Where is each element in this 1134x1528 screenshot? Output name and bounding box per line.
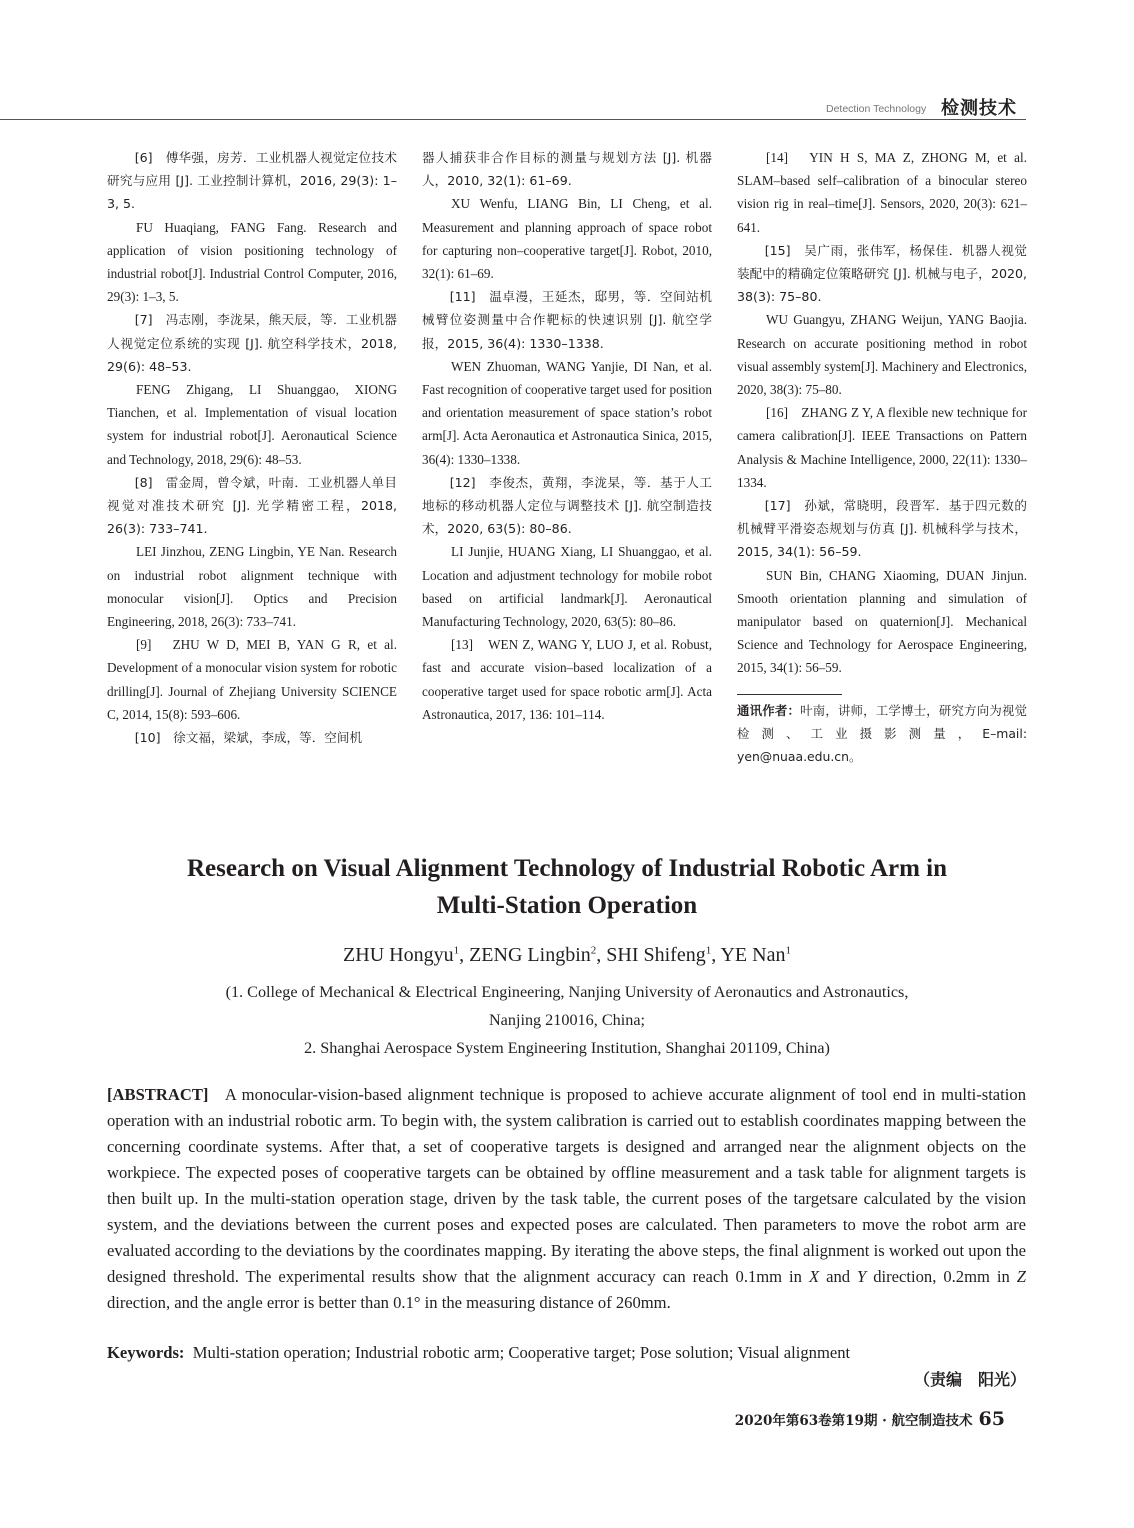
reference-entry: FU Huaqiang, FANG Fang. Research and application of vision positioning technology of industrial robot[J]. Industrial Control Computer, 2016, 29(3): 1–3, 5. [107, 219, 397, 305]
reference-entry: XU Wenfu, LIANG Bin, LI Cheng, et al. Measurement and planning approach of space robot for capturing non–cooperative target[J]. Robot, 2010, 32(1): 61–69. [422, 196, 712, 282]
author: ZENG Lingbin$^2$ [469, 944, 597, 966]
header-rule [0, 119, 1026, 120]
references-column-2 [422, 146, 712, 726]
article-title: Research on Visual Alignment Technology of Industrial Robotic Arm in Multi-Station Operation [186, 855, 948, 919]
reference-entry: [15] 吴广雨，张伟军，杨保佳．机器人视觉装配中的精确定位策略研究 [J]. 机械与电子，2020, 38(3): 75–80. [737, 242, 1027, 305]
abstract-label: [ABSTRACT] [107, 1085, 209, 1104]
reference-entry: [9] ZHU W D, MEI B, YAN G R, et al. Development of a monocular vision system for robotic drilling[J]. Journal of Zhejiang University SCIENCE C, 2014, 15(8): 593–606. [107, 637, 397, 722]
header-section-cn: 检测技术 [941, 98, 1017, 119]
issue-info: 2020年第63卷第19期 · 航空制造技术 [734, 1413, 973, 1429]
reference-entry: [11] 温卓漫，王延杰，邸男，等．空间站机械臂位姿测量中合作靶标的快速识别 [J]. 航空学报，2015, 36(4): 1330–1338. [422, 289, 712, 351]
author-list: ZHU Hongyu$^1$, ZENG Lingbin$^2$, SHI Shifeng$^1$, YE Nan$^1$ [343, 944, 791, 966]
keywords-label: Keywords: [107, 1343, 185, 1362]
editor-note: （责编 阳光） [913, 1370, 1026, 1389]
reference-entry: [17] 孙斌，常晓明，段晋军．基于四元数的机械臂平滑姿态规划与仿真 [J]. 机械科学与技术，2015, 34(1): 56–59. [737, 498, 1027, 560]
references-column-1 [107, 146, 397, 749]
page-footer [700, 1408, 1005, 1430]
reference-entry: [14] YIN H S, MA Z, ZHONG M, et al. SLAM–based self–calibration of a binocular stereo vision rig in real–time[J]. Sensors, 2020, 20(3): 621–641. [737, 150, 1027, 235]
author: SHI Shifeng$^1$ [606, 944, 712, 966]
header-section-en: Detection Technology [826, 103, 927, 115]
reference-entry: [10] 徐文福，梁斌，李成，等．空间机 [134, 730, 363, 746]
footnote-rule [737, 694, 842, 695]
reference-entry: SUN Bin, CHANG Xiaoming, DUAN Jinjun. Smooth orientation planning and simulation of manipulator based on quaternion[J]. Mechanical Science and Technology for Aerospace Engineering, 2015, 34(1): 56–59. [737, 567, 1027, 676]
reference-entry: [12] 李俊杰，黄翔，李泷杲，等．基于人工地标的移动机器人定位与调整技术 [J]. 航空制造技术，2020, 63(5): 80–86. [422, 474, 712, 537]
reference-entry: WU Guangyu, ZHANG Weijun, YANG Baojia. Research on accurate positioning method in robot visual assembly system[J]. Machinery and Electronics, 2020, 38(3): 75–80. [737, 312, 1027, 398]
reference-entry: FENG Zhigang, LI Shuanggao, XIONG Tianchen, et al. Implementation of visual location system for industrial robot[J]. Aeronautical Science and Technology, 2018, 29(6): 48–53. [107, 382, 397, 467]
reference-entry: [13] WEN Z, WANG Y, LUO J, et al. Robust, fast and accurate vision–based localization of a cooperative target used for space robotic arm[J]. Acta Astronautica, 2017, 136: 101–114. [422, 637, 712, 722]
reference-entry: 器人捕获非合作目标的测量与规划方法 [J]. 机器人，2010, 32(1): 61–69. [422, 150, 712, 189]
references-column-3 [737, 146, 1027, 768]
author: YE Nan$^1$ [720, 944, 791, 966]
reference-entry: LI Junjie, HUANG Xiang, LI Shuanggao, et al. Location and adjustment technology for mobile robot based on artificial landmark[J]. Aeronautical Manufacturing Technology, 2020, 63(5): 80–86. [422, 544, 712, 630]
corresponding-author-footnote: 通讯作者：叶南，讲师，工学博士，研究方向为视觉检测、工业摄影测量，E–mail: yen@nuaa.edu.cn。 [737, 702, 1028, 764]
affiliations: (1. College of Mechanical & Electrical Engineering, Nanjing University of Aeronautics and Astronautics, Nanjing 210016, China; 2. Shanghai Aerospace System Engineering Institution, Shanghai 201109, China) [225, 983, 909, 1057]
keywords: Keywords: Multi-station operation; Industrial robotic arm; Cooperative target; Pose solution; Visual alignment [107, 1343, 851, 1362]
reference-entry: LEI Jinzhou, ZENG Lingbin, YE Nan. Research on industrial robot alignment technique with monocular vision[J]. Optics and Precision Engineering, 2018, 26(3): 733–741. [107, 544, 397, 630]
page-number: 65 [978, 1408, 1005, 1430]
reference-entry: WEN Zhuoman, WANG Yanjie, DI Nan, et al. Fast recognition of cooperative target used for position and orientation measurement of space station’s robot arm[J]. Acta Aeronautica et Astronautica Sinica, 2015, 36(4): 1330–1338. [422, 358, 712, 467]
reference-entry: [7] 冯志刚，李泷杲，熊天辰，等．工业机器人视觉定位系统的实现 [J]. 航空科学技术，2018, 29(6): 48–53. [107, 312, 397, 374]
reference-entry: [8] 雷金周，曾令斌，叶南．工业机器人单目视觉对准技术研究 [J]. 光学精密工程，2018, 26(3): 733–741. [107, 474, 397, 537]
reference-entry: [6] 傅华强，房芳．工业机器人视觉定位技术研究与应用 [J]. 工业控制计算机，2016, 29(3): 1–3, 5. [107, 150, 397, 212]
reference-entry: [16] ZHANG Z Y, A flexible new technique for camera calibration[J]. IEEE Transactions on Pattern Analysis & Machine Intelligence, 2000, 22(11): 1330–1334. [737, 405, 1027, 490]
abstract: [ABSTRACT] A monocular-vision-based alignment technique is proposed to achieve accurate alignment of tool end in multi-station operation with an industrial robotic arm. To begin with, the system calibration is carried out to establish coordinates mapping between the concerning coordinate systems. After that, a set of cooperative targets is designed and arranged near the alignment objects on the workpiece. The expected poses of cooperative targets can be obtained by offline measurement and a task table for alignment targets is then built up. In the multi-station operation stage, driven by the task table, the current poses of the targetsare calculated by the vision system, and the deviations between the current poses and expected poses are calculated. Then parameters to move the robot arm are evaluated according to the deviations by the coordinates mapping. By iterating the above steps, the final alignment is worked out upon the designed threshold. The experimental results show that the alignment accuracy can reach 0.1mm in X and Y direction, 0.2mm in Z direction, and the angle error is better than 0.1° in the measuring distance of 260mm. [107, 1085, 1026, 1312]
author: ZHU Hongyu$^1$ [343, 944, 460, 966]
